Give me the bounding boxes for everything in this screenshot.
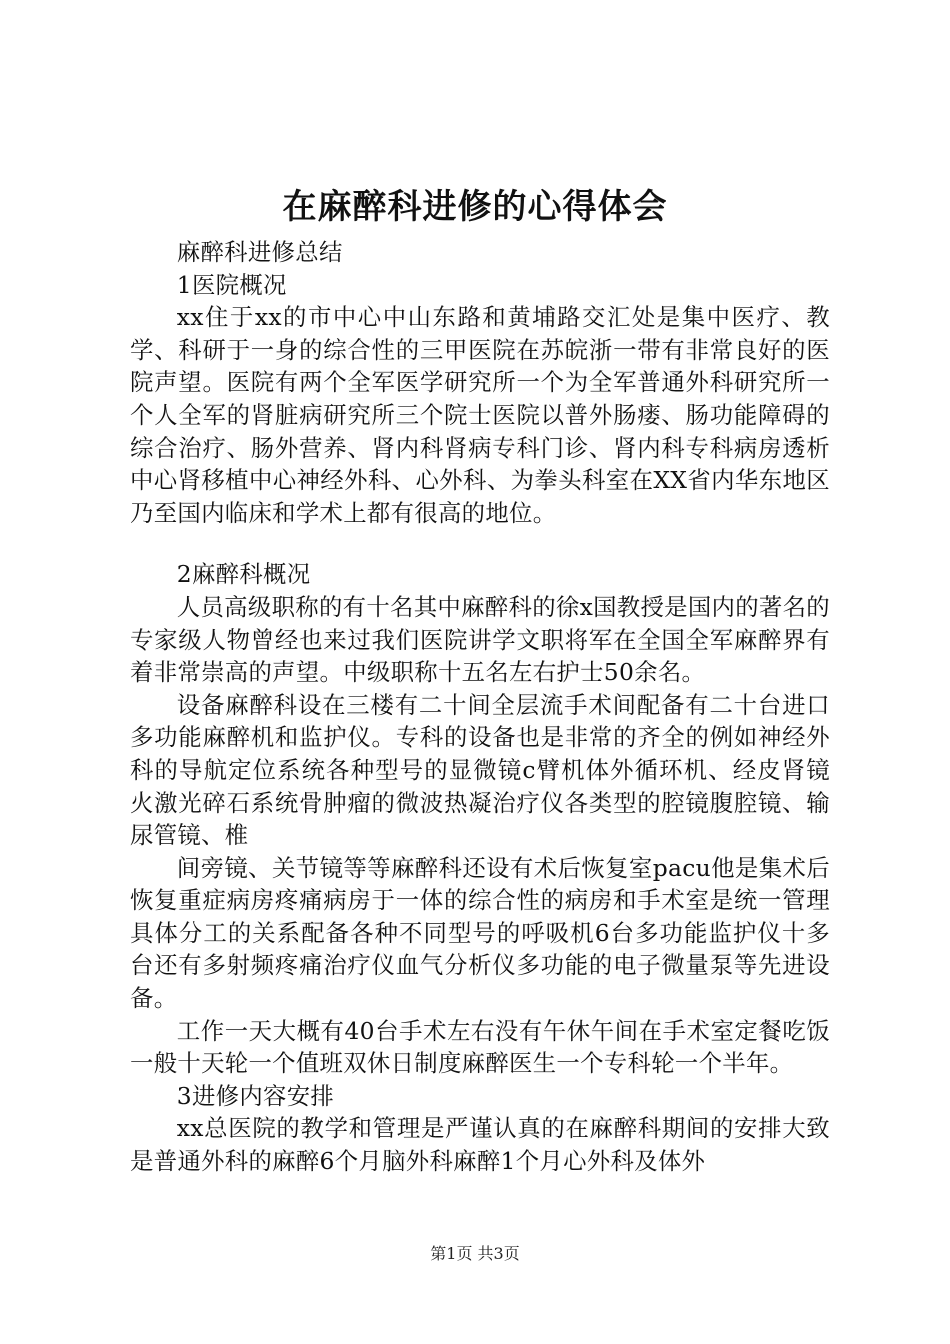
- paragraph-summary-heading: 麻醉科进修总结: [176, 238, 343, 266]
- paragraph-equipment-continued: 间旁镜、关节镜等等麻醉科还设有术后恢复室pacu他是集术后恢复重症病房疼痛病房于一体的综合性的病房和手术室是统一管理具体分工的关系配备各种不同型号的呼吸机6台多功能监护仪十多台还有多射频疼痛治疗仪血气分析仪多功能的电子微量泵等先进设备。: [130, 853, 830, 1013]
- paragraph-training-arrangement: xx总医院的教学和管理是严谨认真的在麻醉科期间的安排大致是普通外科的麻醉6个月脑外科麻醉1个月心外科及体外: [130, 1114, 830, 1176]
- paragraph-equipment: 设备麻醉科设在三楼有二十间全层流手术间配备有二十台进口多功能麻醉机和监护仪。专科的设备也是非常的齐全的例如神经外科的导航定位系统各种型号的显微镜c臂机体外循环机、经皮肾镜火激光碎石系统骨肿瘤的微波热凝治疗仪各类型的腔镜腹腔镜、输尿管镜、椎: [130, 690, 830, 850]
- paragraph-section-2-heading: 2麻醉科概况: [176, 560, 311, 589]
- page-footer: 第1页 共3页: [430, 1244, 520, 1263]
- paragraph-hospital-overview: xx住于xx的市中心中山东路和黄埔路交汇处是集中医疗、教学、科研于一身的综合性的三甲医院在苏皖浙一带有非常良好的医院声望。医院有两个全军医学研究所一个为全军普通外科研究所一个人全军的肾脏病研究所三个院士医院以普外肠瘘、肠功能障碍的综合治疗、肠外营养、肾内科肾病专科门诊、肾内科专科病房透析中心肾移植中心神经外科、心外科、为拳头科室在XX省内华东地区乃至国内临床和学术上都有很高的地位。: [130, 303, 830, 527]
- paragraph-section-1-heading: 1医院概况: [176, 270, 287, 299]
- paragraph-section-3-heading: 3进修内容安排: [176, 1081, 335, 1110]
- document-body: [130, 236, 830, 1178]
- paragraph-workload: 工作一天大概有40台手术左右没有午休午间在手术室定餐吃饭一般十天轮一个值班双休日制度麻醉医生一个专科轮一个半年。: [130, 1016, 830, 1078]
- paragraph-staff: 人员高级职称的有十名其中麻醉科的徐x国教授是国内的著名的专家级人物曾经也来过我们医院讲学文职将军在全国全军麻醉界有着非常崇高的声望。中级职称十五名左右护士50余名。: [130, 592, 830, 687]
- document-title: 在麻醉科进修的心得体会: [282, 187, 668, 227]
